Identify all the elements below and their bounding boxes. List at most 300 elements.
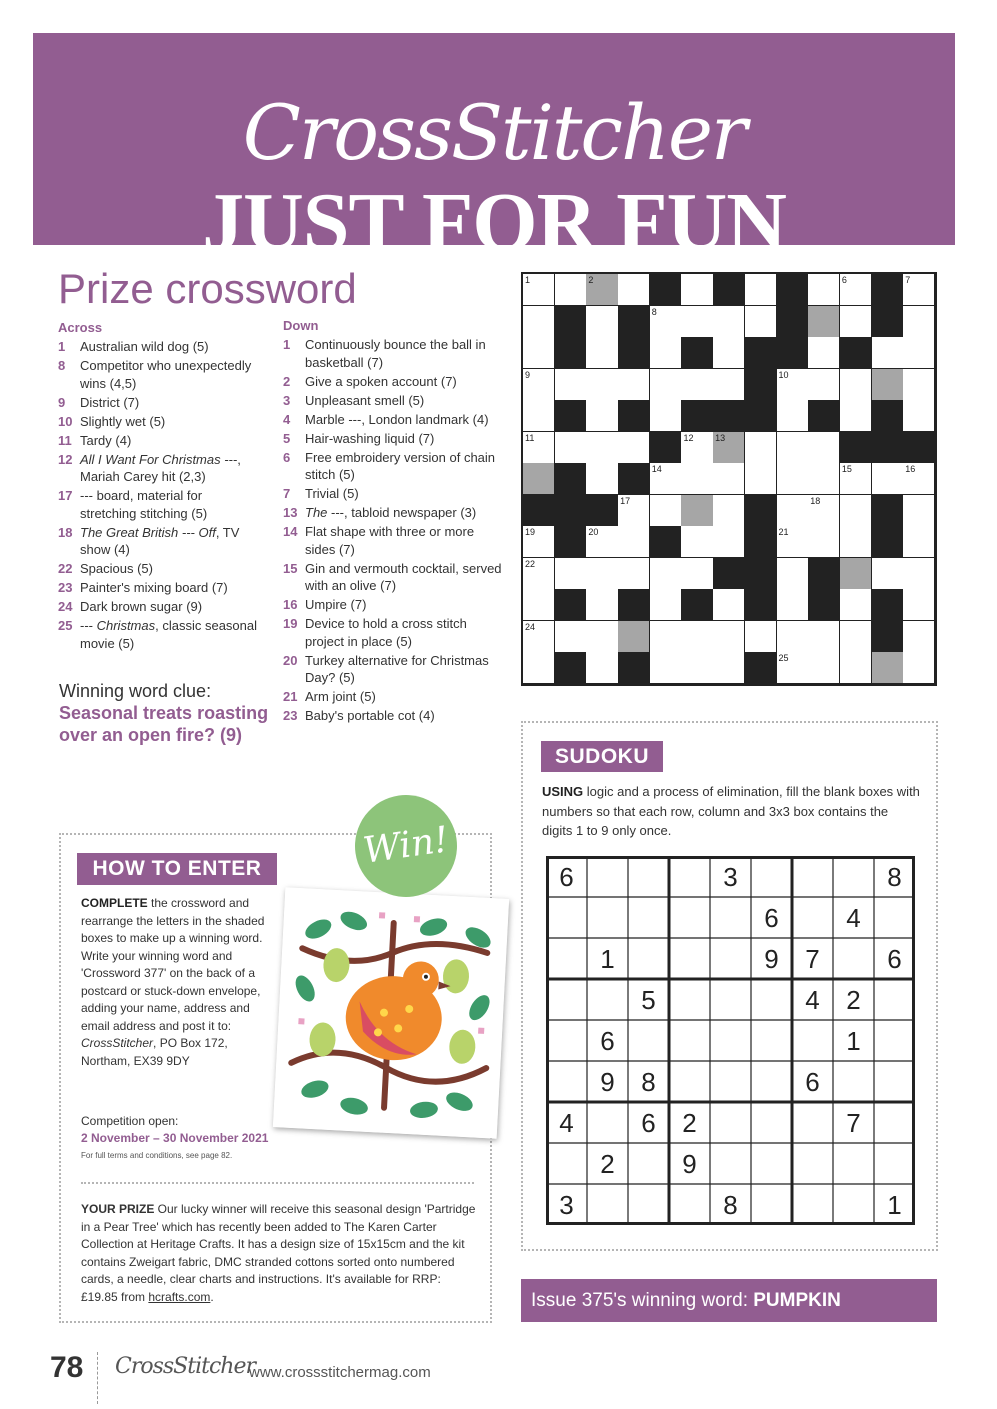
crossword-cell[interactable] <box>745 274 777 306</box>
sudoku-given: 8 <box>887 862 902 892</box>
sudoku-blank[interactable] <box>833 1184 874 1225</box>
sudoku-blank[interactable] <box>751 1102 792 1143</box>
section-title: JUST FOR FUN <box>202 176 786 269</box>
crossword-cell[interactable] <box>523 432 555 464</box>
sudoku-blank[interactable] <box>669 1061 710 1102</box>
sudoku-blank[interactable] <box>710 1143 751 1184</box>
sudoku-instructions-text: logic and a process of elimination, fill the blank boxes with numbers so that each row, column and 3x3 box contains the digits 1 to 9 only once. <box>542 784 920 838</box>
footer-url[interactable]: www.crossstitchermag.com <box>249 1364 431 1381</box>
sudoku-given: 7 <box>846 1108 861 1138</box>
crossword-cell[interactable] <box>681 652 713 684</box>
address-rest: , PO Box 172, Northam, EX39 9DY <box>81 1036 228 1068</box>
clue-text: Free embroidery version of chain stitch (5) <box>305 449 496 482</box>
crossword-cell[interactable] <box>586 337 618 369</box>
crossword-cell[interactable] <box>808 432 840 464</box>
across-heading: Across <box>58 320 103 335</box>
sudoku-blank[interactable] <box>792 1184 833 1225</box>
sudoku-blank[interactable] <box>587 979 628 1020</box>
sudoku-blank[interactable] <box>833 938 874 979</box>
crossword-cell[interactable] <box>777 589 809 621</box>
clue-text: Gin and vermouth cocktail, served with an olive (7) <box>305 560 502 593</box>
crossword-cell[interactable] <box>586 558 618 590</box>
cell-number: 11 <box>525 432 535 443</box>
crossword-cell[interactable] <box>903 652 935 684</box>
crossword-cell[interactable] <box>713 526 745 558</box>
crossword-grid <box>521 272 937 686</box>
crossword-cell[interactable] <box>840 589 872 621</box>
crossword-cell[interactable] <box>650 400 682 432</box>
crossword-cell[interactable] <box>808 463 840 495</box>
crossword-cell[interactable] <box>523 274 555 306</box>
clue-text: Marble ---, London landmark (4) <box>305 411 489 427</box>
crossword-cell[interactable] <box>523 526 555 558</box>
crossword-cell[interactable] <box>777 526 809 558</box>
down-clue-15 <box>283 560 505 595</box>
sudoku-blank[interactable] <box>751 979 792 1020</box>
clue-number: 20 <box>283 652 298 668</box>
sudoku-blank[interactable] <box>546 938 587 979</box>
sudoku-given: 3 <box>723 862 738 892</box>
crossword-cell[interactable] <box>903 526 935 558</box>
sudoku-blank[interactable] <box>669 897 710 938</box>
cell-number: 18 <box>810 495 821 506</box>
crossword-cell[interactable] <box>523 652 555 684</box>
sudoku-given: 4 <box>846 903 861 933</box>
crossword-cell[interactable] <box>586 621 618 653</box>
sudoku-blank[interactable] <box>874 979 915 1020</box>
sudoku-blank[interactable] <box>546 897 587 938</box>
partridge-stitch-image <box>273 887 509 1138</box>
clue-text: Flat shape with three or more sides (7) <box>305 524 475 557</box>
clue-text: , classic seasonal movie (5) <box>80 618 258 651</box>
crossword-title: Prize crossword <box>58 265 357 312</box>
sudoku-blank[interactable] <box>792 1020 833 1061</box>
crossword-cell[interactable] <box>523 589 555 621</box>
crossword-cell[interactable] <box>555 274 587 306</box>
crossword-cell[interactable] <box>681 306 713 338</box>
down-list <box>283 336 505 725</box>
crossword-cell[interactable] <box>681 369 713 401</box>
down-clues <box>283 318 505 726</box>
crossword-cell[interactable] <box>555 558 587 590</box>
across-clue-24 <box>58 598 258 616</box>
crossword-cell[interactable] <box>618 495 650 527</box>
crossword-cell[interactable] <box>840 306 872 338</box>
cell-number: 12 <box>683 432 694 443</box>
sudoku-given: 9 <box>682 1149 697 1179</box>
sudoku-blank[interactable] <box>546 1143 587 1184</box>
down-clue-16 <box>283 596 505 614</box>
prize-body: Our lucky winner will receive this seasonal design 'Partridge in a Pear Tree' which has recently been added to The Karen Carter Collection at Heritage Crafts. It has a design size of 15x15cm and the kit contains Zweigart fabric, DMC stranded cottons sorted onto numbered cards, a needle, clear charts and instructions. It's available for RRP: £19.85 from <box>81 1202 476 1304</box>
clue-number: 5 <box>283 430 291 446</box>
prize-description <box>81 1201 476 1306</box>
across-clue-23 <box>58 579 258 597</box>
crossword-cell[interactable] <box>555 369 587 401</box>
crossword-cell[interactable] <box>903 463 935 495</box>
crossword-cell[interactable] <box>586 432 618 464</box>
sudoku-blank[interactable] <box>792 1143 833 1184</box>
sudoku-blank[interactable] <box>669 856 710 897</box>
down-clue-21 <box>283 688 505 706</box>
how-to-enter-heading: HOW TO ENTER <box>77 853 277 885</box>
sudoku-grid <box>546 856 915 1225</box>
crossword-cell[interactable] <box>650 495 682 527</box>
crossword-cell[interactable] <box>586 463 618 495</box>
magazine-logo: CrossStitcher <box>242 88 746 177</box>
crossword-cell[interactable] <box>650 589 682 621</box>
sudoku-given: 1 <box>887 1190 902 1220</box>
sudoku-given: 1 <box>600 944 615 974</box>
sudoku-blank[interactable] <box>833 856 874 897</box>
sudoku-blank[interactable] <box>833 1143 874 1184</box>
across-clue-22 <box>58 560 258 578</box>
sudoku-blank[interactable] <box>874 1061 915 1102</box>
crossword-cell[interactable] <box>586 306 618 338</box>
crossword-cell[interactable] <box>903 621 935 653</box>
down-heading: Down <box>283 318 319 333</box>
crossword-cell[interactable] <box>903 558 935 590</box>
crossword-cell[interactable] <box>586 369 618 401</box>
sudoku-blank[interactable] <box>710 897 751 938</box>
clue-text: The Great British --- Off <box>80 524 216 540</box>
sudoku-given: 6 <box>641 1108 656 1138</box>
crossword-cell[interactable] <box>618 274 650 306</box>
across-clue-9 <box>58 394 258 412</box>
crossword-cell[interactable] <box>840 369 872 401</box>
sudoku-blank[interactable] <box>628 897 669 938</box>
crossword-cell[interactable] <box>650 621 682 653</box>
crossword-cell[interactable] <box>808 369 840 401</box>
winning-clue-label: Winning word clue: <box>59 681 212 701</box>
sudoku-given: 6 <box>764 903 779 933</box>
crossword-cell[interactable] <box>903 369 935 401</box>
crossword-cell[interactable] <box>745 432 777 464</box>
shaded-cell[interactable] <box>872 369 904 401</box>
crossword-cell[interactable] <box>840 495 872 527</box>
crossword-cell[interactable] <box>681 432 713 464</box>
sudoku-blank[interactable] <box>710 1020 751 1061</box>
clue-number: 9 <box>58 394 66 410</box>
cell-number: 19 <box>525 527 536 538</box>
shaded-cell[interactable] <box>523 463 555 495</box>
crossword-cell[interactable] <box>555 621 587 653</box>
sudoku-blank[interactable] <box>710 938 751 979</box>
shaded-cell[interactable] <box>713 432 745 464</box>
across-clue-1 <box>58 338 258 356</box>
sudoku-given: 6 <box>559 862 574 892</box>
clue-text: Umpire (7) <box>305 597 367 612</box>
crossword-cell[interactable] <box>586 526 618 558</box>
page-number: 78 <box>50 1351 84 1384</box>
sudoku-given: 9 <box>764 944 779 974</box>
how-to-enter-text <box>81 895 276 1070</box>
crossword-cell[interactable] <box>808 621 840 653</box>
crossword-cell[interactable] <box>523 621 555 653</box>
crossword-cell[interactable] <box>650 652 682 684</box>
sudoku-instructions <box>542 782 920 841</box>
crossword-cell[interactable] <box>650 306 682 338</box>
crossword-cell[interactable] <box>840 652 872 684</box>
crossword-cell[interactable] <box>840 526 872 558</box>
clue-number: 1 <box>283 337 291 352</box>
sudoku-blank[interactable] <box>710 979 751 1020</box>
crossword-cell[interactable] <box>903 306 935 338</box>
crossword-cell[interactable] <box>650 369 682 401</box>
crossword-cell[interactable] <box>840 400 872 432</box>
clue-text: , TV show (4) <box>80 524 240 557</box>
clue-text: Give a spoken account (7) <box>305 373 457 389</box>
clue-number: 2 <box>283 373 291 389</box>
clue-number: 12 <box>58 451 73 467</box>
prize-link[interactable]: hcrafts.com <box>148 1289 211 1304</box>
shaded-cell[interactable] <box>618 621 650 653</box>
crossword-cell[interactable] <box>745 621 777 653</box>
crossword-cell[interactable] <box>523 369 555 401</box>
shaded-cell[interactable] <box>872 652 904 684</box>
sudoku-blank[interactable] <box>751 856 792 897</box>
crossword-cell[interactable] <box>903 274 935 306</box>
cell-number: 13 <box>715 432 726 443</box>
sudoku-blank[interactable] <box>587 1102 628 1143</box>
sudoku-given: 2 <box>600 1149 615 1179</box>
crossword-cell[interactable] <box>618 369 650 401</box>
across-clues <box>58 320 258 654</box>
down-clue-6 <box>283 449 505 484</box>
crossword-cell[interactable] <box>523 558 555 590</box>
sudoku-given: 2 <box>682 1108 697 1138</box>
clue-number: 3 <box>283 392 291 408</box>
crossword-cell[interactable] <box>777 463 809 495</box>
down-clue-3 <box>283 392 505 410</box>
sudoku-blank[interactable] <box>751 1143 792 1184</box>
clue-number: 21 <box>283 689 298 704</box>
shaded-cell[interactable] <box>681 495 713 527</box>
clue-text: ---, tabloid newspaper (3) <box>327 505 477 520</box>
clue-number: 4 <box>283 411 291 427</box>
crossword-cell[interactable] <box>713 369 745 401</box>
sudoku-blank[interactable] <box>792 897 833 938</box>
crossword-cell[interactable] <box>808 652 840 684</box>
crossword-cell[interactable] <box>777 400 809 432</box>
across-clue-10 <box>58 413 258 431</box>
sudoku-blank[interactable] <box>751 1061 792 1102</box>
crossword-cell[interactable] <box>808 274 840 306</box>
crossword-cell[interactable] <box>808 337 840 369</box>
sudoku-blank[interactable] <box>833 1061 874 1102</box>
previous-winner-bar <box>521 1279 937 1322</box>
crossword-cell[interactable] <box>713 495 745 527</box>
cell-number: 6 <box>841 275 847 285</box>
cell-number: 2 <box>588 275 594 285</box>
header-banner <box>33 33 955 269</box>
sudoku-blank[interactable] <box>669 1184 710 1225</box>
sudoku-blank[interactable] <box>669 1020 710 1061</box>
crossword-cell[interactable] <box>777 621 809 653</box>
clue-text: Dark brown sugar (9) <box>80 599 203 614</box>
clue-number: 22 <box>58 561 73 576</box>
clue-text: Slightly wet (5) <box>80 413 166 429</box>
clue-text: Christmas <box>96 618 156 633</box>
across-clue-11 <box>58 432 258 450</box>
across-clue-8 <box>58 357 258 392</box>
sudoku-given: 4 <box>559 1108 574 1138</box>
crossword-cell[interactable] <box>650 558 682 590</box>
clue-text: All I Want For Christmas --- <box>80 451 238 467</box>
crossword-cell[interactable] <box>713 306 745 338</box>
crossword-cell[interactable] <box>681 526 713 558</box>
crossword-cell[interactable] <box>618 526 650 558</box>
crossword-cell[interactable] <box>618 432 650 464</box>
clue-number: 10 <box>58 413 73 429</box>
shaded-cell[interactable] <box>840 558 872 590</box>
competition-label: Competition open: <box>81 1114 179 1128</box>
sudoku-blank[interactable] <box>874 1102 915 1143</box>
crossword-cell[interactable] <box>586 652 618 684</box>
clue-number: 8 <box>58 358 66 373</box>
crossword-cell[interactable] <box>523 337 555 369</box>
previous-winner-label: Issue 375's winning word: <box>531 1290 754 1311</box>
shaded-cell[interactable] <box>808 306 840 338</box>
sudoku-blank[interactable] <box>628 1143 669 1184</box>
sudoku-blank[interactable] <box>546 1020 587 1061</box>
crossword-cell[interactable] <box>586 400 618 432</box>
sudoku-blank[interactable] <box>587 1184 628 1225</box>
crossword-cell[interactable] <box>903 400 935 432</box>
crossword-cell[interactable] <box>618 558 650 590</box>
crossword-cell[interactable] <box>713 589 745 621</box>
sudoku-blank[interactable] <box>751 1184 792 1225</box>
sudoku-blank[interactable] <box>710 1102 751 1143</box>
clue-text: Painter's mixing board (7) <box>80 580 228 595</box>
crossword-cell[interactable] <box>650 337 682 369</box>
shaded-cell[interactable] <box>586 274 618 306</box>
cell-number: 17 <box>620 495 631 506</box>
sudoku-blank[interactable] <box>546 1061 587 1102</box>
crossword-cell[interactable] <box>777 432 809 464</box>
winning-clue-text: Seasonal treats roasting over an open fire? (9) <box>59 703 269 745</box>
clue-number: 16 <box>283 597 298 612</box>
crossword-cell[interactable] <box>840 463 872 495</box>
sudoku-blank[interactable] <box>628 1020 669 1061</box>
crossword-cell[interactable] <box>840 621 872 653</box>
terms-note: For full terms and conditions, see page 82. <box>81 1151 233 1160</box>
sudoku-blank[interactable] <box>546 979 587 1020</box>
crossword-cell[interactable] <box>650 463 682 495</box>
sudoku-given: 8 <box>723 1190 738 1220</box>
crossword-cell[interactable] <box>681 558 713 590</box>
sudoku-blank[interactable] <box>792 1102 833 1143</box>
clue-text: Australian wild dog (5) <box>80 339 209 354</box>
crossword-cell[interactable] <box>713 337 745 369</box>
sudoku-blank[interactable] <box>669 979 710 1020</box>
cell-number: 9 <box>525 369 531 380</box>
sudoku-blank[interactable] <box>587 856 628 897</box>
clue-number: 19 <box>283 616 298 631</box>
clue-text: Turkey alternative for Christmas Day? (5) <box>305 652 489 685</box>
sudoku-blank[interactable] <box>628 856 669 897</box>
prize-end: . <box>210 1289 214 1304</box>
clue-number: 1 <box>58 339 66 354</box>
sudoku-blank[interactable] <box>751 1020 792 1061</box>
cell-number: 21 <box>778 527 789 538</box>
crossword-cell[interactable] <box>808 526 840 558</box>
crossword-cell[interactable] <box>903 495 935 527</box>
crossword-cell[interactable] <box>745 306 777 338</box>
crossword-cell[interactable] <box>523 400 555 432</box>
sudoku-given: 5 <box>641 985 656 1015</box>
down-clue-19 <box>283 615 505 650</box>
crossword-cell[interactable] <box>523 306 555 338</box>
clue-text: --- board, material for stretching stitching (5) <box>80 488 208 521</box>
crossword-cell[interactable] <box>681 274 713 306</box>
footer-logo: CrossStitcher <box>115 1354 255 1379</box>
address-name: CrossStitcher <box>81 1036 154 1050</box>
sudoku-blank[interactable] <box>628 938 669 979</box>
crossword-cell[interactable] <box>586 589 618 621</box>
competition-dates: 2 November – 30 November 2021 <box>81 1131 269 1145</box>
cell-number: 22 <box>525 558 536 569</box>
crossword-cell[interactable] <box>713 463 745 495</box>
crossword-cell[interactable] <box>681 463 713 495</box>
sudoku-given: 3 <box>559 1190 574 1220</box>
crossword-cell[interactable] <box>777 369 809 401</box>
crossword-cell[interactable] <box>808 495 840 527</box>
across-clue-25 <box>58 617 258 652</box>
crossword-cell[interactable] <box>713 652 745 684</box>
crossword-cell[interactable] <box>745 463 777 495</box>
sudoku-given: 7 <box>805 944 820 974</box>
sudoku-blank[interactable] <box>874 897 915 938</box>
sudoku-blank[interactable] <box>669 938 710 979</box>
sudoku-blank[interactable] <box>628 1184 669 1225</box>
sudoku-lead: USING <box>542 784 584 799</box>
down-clue-14 <box>283 523 505 558</box>
crossword-cell[interactable] <box>903 589 935 621</box>
crossword-cell[interactable] <box>777 495 809 527</box>
winning-word-clue <box>59 680 279 746</box>
crossword-cell[interactable] <box>872 463 904 495</box>
down-clue-5 <box>283 430 505 448</box>
sudoku-given: 6 <box>805 1067 820 1097</box>
crossword-cell[interactable] <box>872 337 904 369</box>
clue-text: Spacious (5) <box>80 561 153 576</box>
sudoku-blank[interactable] <box>710 1061 751 1102</box>
sudoku-given: 9 <box>600 1067 615 1097</box>
footer-separator <box>97 1352 98 1404</box>
crossword-cell[interactable] <box>872 558 904 590</box>
cell-number: 15 <box>841 464 852 475</box>
clue-number: 15 <box>283 560 298 576</box>
clue-text: Tardy (4) <box>80 432 132 448</box>
sudoku-blank[interactable] <box>587 897 628 938</box>
crossword-cell[interactable] <box>903 337 935 369</box>
clue-number: 24 <box>58 599 73 614</box>
sudoku-given: 2 <box>846 985 861 1015</box>
sudoku-blank[interactable] <box>874 1143 915 1184</box>
crossword-cell[interactable] <box>777 652 809 684</box>
across-clue-12 <box>58 451 258 486</box>
cell-number: 20 <box>588 527 599 538</box>
crossword-cell[interactable] <box>840 274 872 306</box>
cell-number: 1 <box>525 275 531 285</box>
sudoku-blank[interactable] <box>874 1020 915 1061</box>
crossword-cell[interactable] <box>777 558 809 590</box>
sudoku-blank[interactable] <box>792 856 833 897</box>
crossword-cell[interactable] <box>555 432 587 464</box>
crossword-cell[interactable] <box>713 621 745 653</box>
prize-label: YOUR PRIZE <box>81 1202 155 1216</box>
crossword-cell[interactable] <box>681 621 713 653</box>
